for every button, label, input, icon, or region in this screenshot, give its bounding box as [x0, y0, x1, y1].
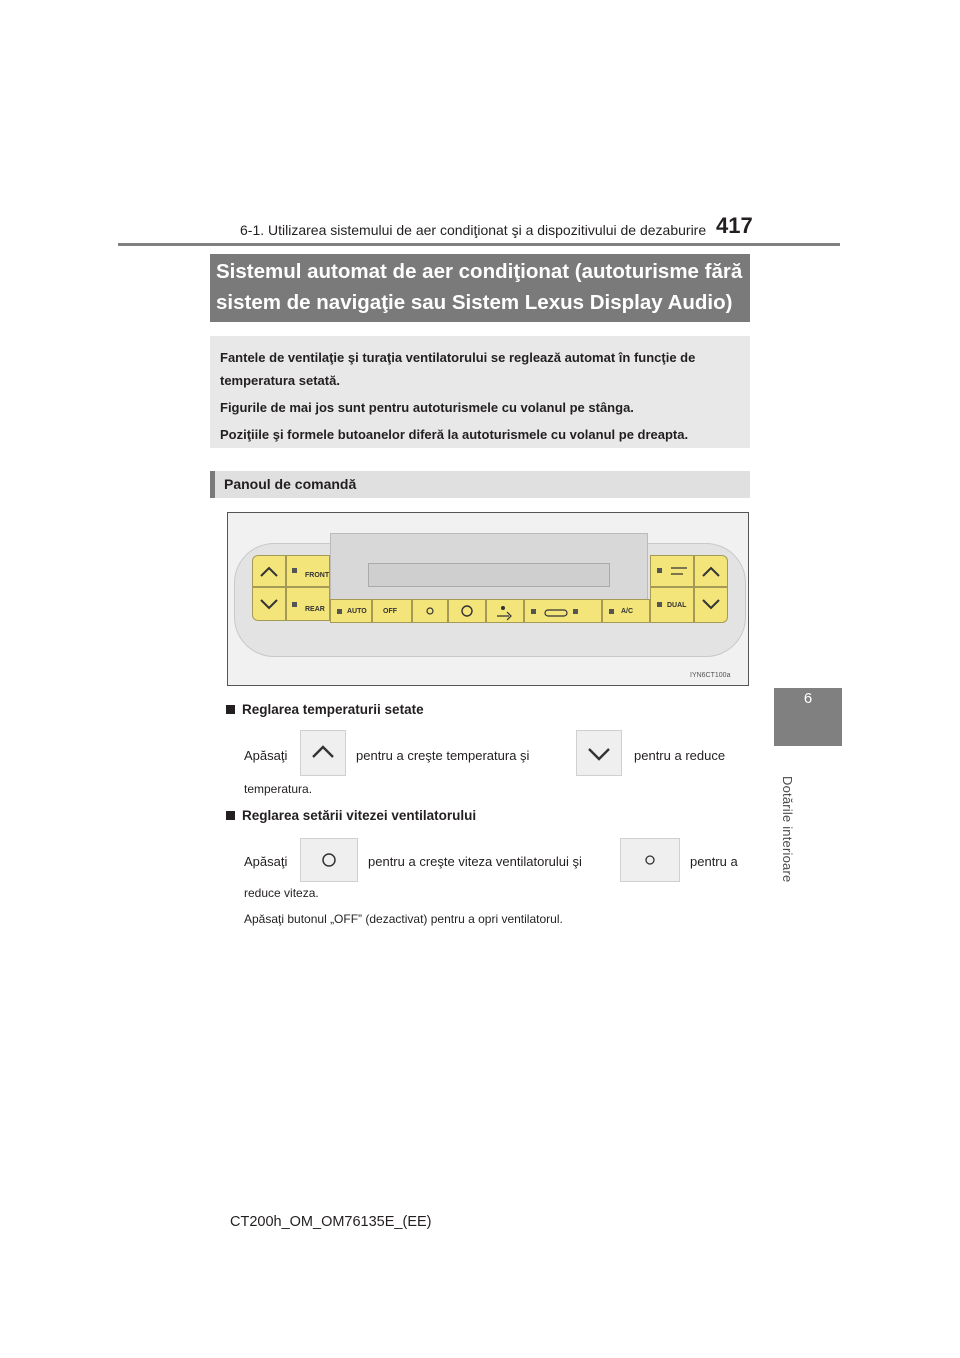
section-heading: Panoul de comandă	[224, 476, 357, 492]
auto-label: AUTO	[347, 608, 367, 615]
fan-line-2: reduce viteza.	[244, 886, 319, 900]
fan-line-3: Apăsaţi butonul „OFF” (dezactivat) pentru a opri ventilatorul.	[244, 912, 563, 926]
main-title-line-2: sistem de navigaţie sau Sistem Lexus Display Audio)	[216, 291, 733, 314]
ac-button[interactable]	[602, 599, 650, 623]
page-number: 417	[716, 213, 753, 238]
front-defog-button[interactable]	[286, 555, 330, 587]
temp-left-up-button[interactable]	[252, 555, 286, 587]
temp-heading: Reglarea temperaturii setate	[226, 702, 424, 717]
fan-up-button[interactable]	[448, 599, 486, 623]
display-screen	[368, 563, 610, 587]
temp-line-2: temperatura.	[244, 782, 313, 796]
fan-end-text: pentru a	[690, 854, 738, 869]
chapter-number: 6	[803, 690, 813, 707]
temp-right-up-button[interactable]	[694, 555, 728, 587]
figure-code: IYN6CT100a	[690, 672, 731, 679]
chevron-down-icon	[577, 731, 621, 775]
chevron-up-icon	[253, 556, 285, 586]
front-label: FRONT	[305, 572, 330, 579]
fan-small-icon	[621, 839, 679, 881]
vent-icon	[667, 560, 693, 584]
control-panel-figure	[227, 512, 749, 686]
intro-line-4: Poziţiile şi formele butoanelor diferă la autoturismele cu volanul pe dreapta.	[220, 427, 689, 442]
square-bullet-icon	[226, 811, 235, 820]
dual-button[interactable]	[650, 587, 694, 623]
temp-up-button-image	[300, 730, 346, 776]
temp-down-button-image	[576, 730, 622, 776]
fan-heading: Reglarea setării vitezei ventilatorului	[226, 808, 476, 823]
intro-line-1: Fantele de ventilaţie şi turaţia ventilatorului se reglează automat în funcţie de	[220, 350, 696, 365]
temp-mid-text: pentru a creşte temperatura şi	[356, 748, 530, 763]
intro-line-3: Figurile de mai jos sunt pentru autoturismele cu volanul pe stânga.	[220, 400, 634, 415]
recirculation-button[interactable]	[524, 599, 602, 623]
chevron-down-icon	[253, 588, 285, 620]
temp-right-down-button[interactable]	[694, 587, 728, 623]
running-header: 6-1. Utilizarea sistemului de aer condiţionat şi a dispozitivului de dezaburire	[240, 222, 707, 238]
document-code: CT200h_OM_OM76135E_(EE)	[230, 1214, 432, 1230]
fan-small-icon	[413, 600, 447, 622]
fan-large-icon	[301, 839, 357, 881]
airflow-mode-icon	[487, 600, 523, 622]
auto-button[interactable]	[330, 599, 372, 623]
chevron-up-icon	[301, 731, 345, 775]
fan-large-icon	[449, 600, 485, 622]
chapter-label: Dotările interioare	[780, 776, 795, 883]
temp-left-down-button[interactable]	[252, 587, 286, 621]
chevron-down-icon	[695, 588, 727, 620]
chevron-up-icon	[695, 556, 727, 586]
windshield-airflow-button[interactable]	[650, 555, 694, 587]
main-title-line-1: Sistemul automat de aer condiţionat (autoturisme fără	[216, 260, 743, 283]
off-button[interactable]	[372, 599, 412, 623]
ac-label: A/C	[621, 608, 634, 615]
rear-defog-button[interactable]	[286, 587, 330, 621]
fan-down-button[interactable]	[412, 599, 448, 623]
rear-label: REAR	[305, 606, 325, 613]
fan-mid-text: pentru a creşte viteza ventilatorului şi	[368, 854, 582, 869]
fan-down-button-image	[620, 838, 680, 882]
intro-line-2: temperatura setată.	[220, 373, 340, 388]
dual-label: DUAL	[667, 602, 687, 609]
temp-end-text: pentru a reduce	[634, 748, 726, 763]
header-rule	[118, 243, 840, 246]
off-label: OFF	[383, 608, 397, 615]
square-bullet-icon	[226, 705, 235, 714]
fan-up-button-image	[300, 838, 358, 882]
car-recirc-icon	[541, 601, 571, 623]
fan-press-text: Apăsaţi	[244, 854, 288, 869]
temp-press-text: Apăsaţi	[244, 748, 288, 763]
mode-button[interactable]	[486, 599, 524, 623]
